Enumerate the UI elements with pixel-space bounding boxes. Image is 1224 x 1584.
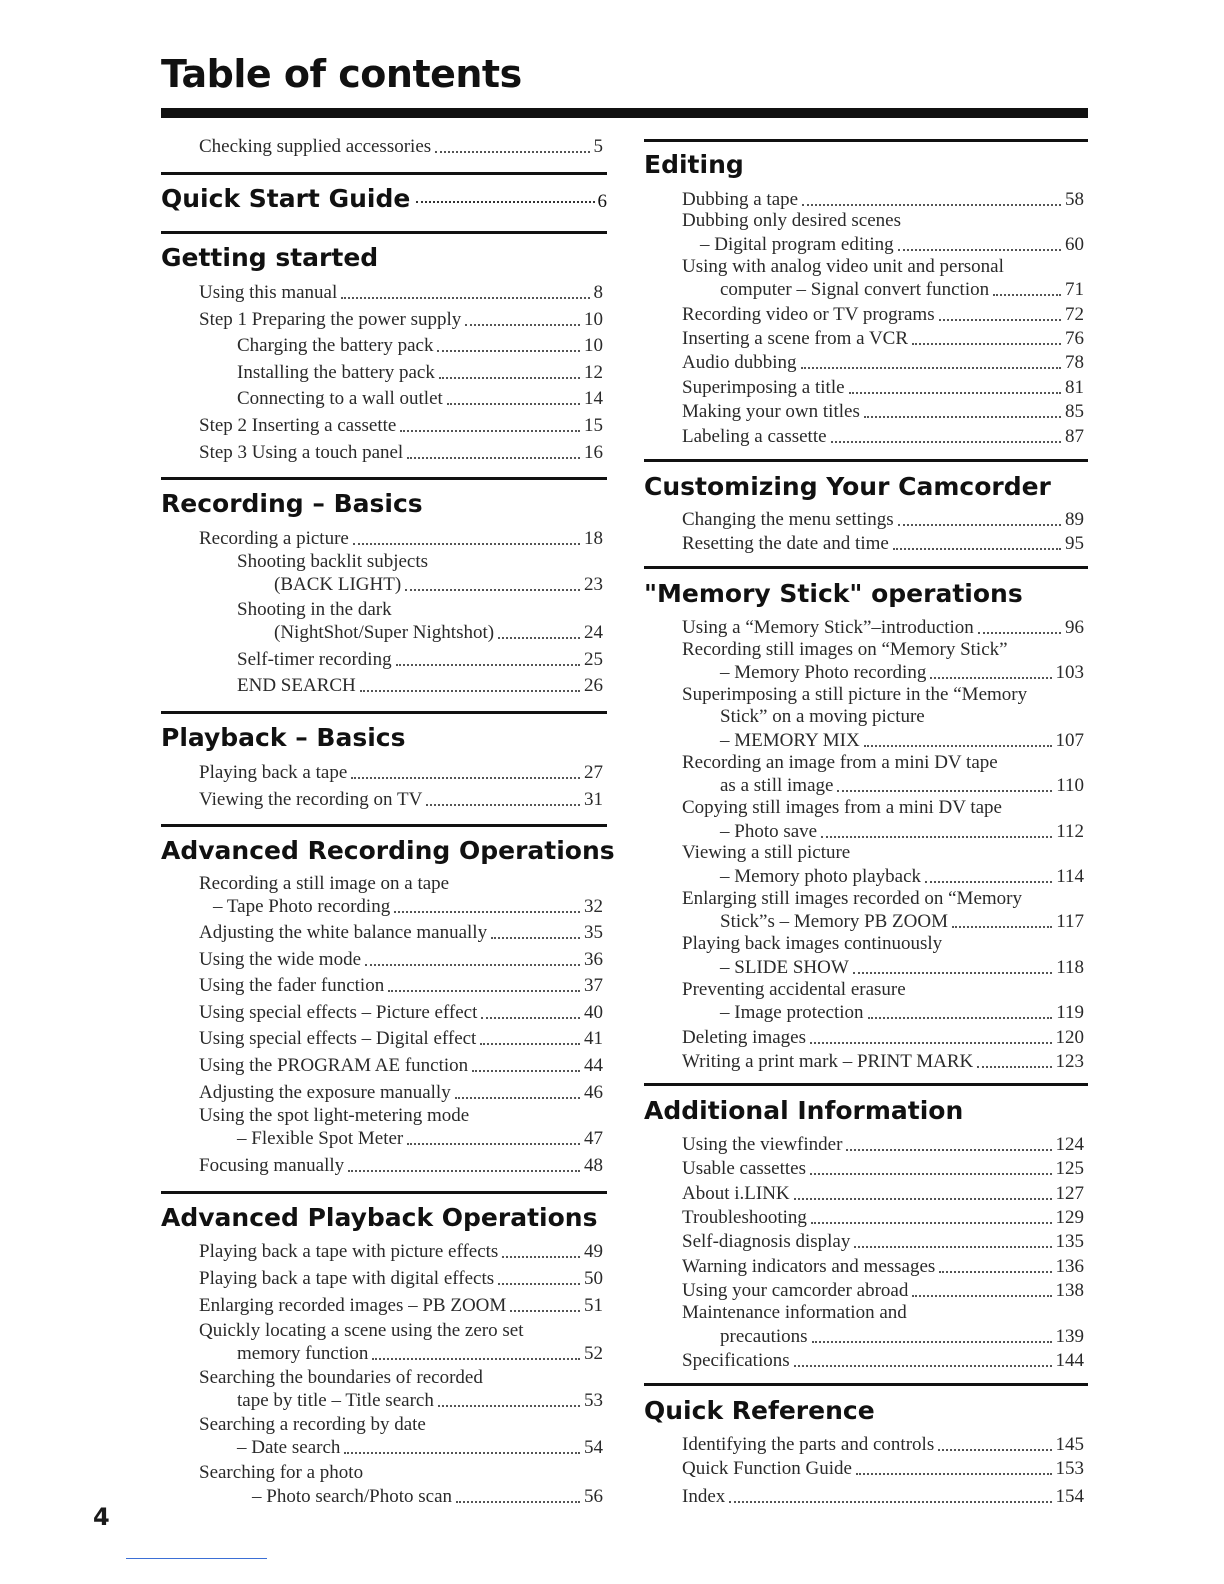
toc-entry[interactable]: Playing back a tape 27 xyxy=(199,762,603,783)
section-rule xyxy=(161,231,607,234)
toc-entry[interactable]: Recording video or TV programs 72 xyxy=(682,304,1084,325)
toc-entry[interactable]: – SLIDE SHOW 118 xyxy=(720,957,1084,978)
toc-entry[interactable]: – Digital program editing 60 xyxy=(700,234,1084,255)
toc-entry-line: Preventing accidental erasure xyxy=(682,979,906,1000)
toc-entry[interactable]: Specifications 144 xyxy=(682,1350,1084,1371)
toc-entry-line: Dubbing only desired scenes xyxy=(682,210,901,231)
toc-entry[interactable]: END SEARCH 26 xyxy=(237,675,603,696)
toc-entry[interactable]: Quick Function Guide 153 xyxy=(682,1458,1084,1479)
section-rule xyxy=(161,477,607,480)
toc-entry[interactable]: Superimposing a title 81 xyxy=(682,377,1084,398)
toc-entry[interactable]: as a still image 110 xyxy=(720,775,1084,796)
section-title-advanced-recording: Advanced Recording Operations xyxy=(161,836,615,865)
toc-entry[interactable]: Self-diagnosis display 135 xyxy=(682,1231,1084,1252)
toc-entry[interactable]: Making your own titles 85 xyxy=(682,401,1084,422)
toc-entry[interactable]: Using special effects – Digital effect 41 xyxy=(199,1028,603,1049)
section-title-editing: Editing xyxy=(644,150,744,179)
toc-entry-line: Viewing a still picture xyxy=(682,842,851,863)
toc-entry[interactable]: – Date search 54 xyxy=(237,1437,603,1458)
section-rule xyxy=(161,172,607,175)
toc-entry[interactable]: – Flexible Spot Meter 47 xyxy=(237,1128,603,1149)
toc-entry[interactable]: Self-timer recording 25 xyxy=(237,649,603,670)
toc-entry[interactable]: – Photo search/Photo scan 56 xyxy=(252,1486,603,1507)
toc-entry[interactable]: Labeling a cassette 87 xyxy=(682,426,1084,447)
toc-entry[interactable]: Troubleshooting 129 xyxy=(682,1207,1084,1228)
section-rule xyxy=(161,824,607,827)
toc-entry[interactable]: – Image protection 119 xyxy=(720,1002,1084,1023)
section-rule xyxy=(644,1383,1088,1386)
page-title: Table of contents xyxy=(161,52,522,96)
toc-entry-line: Stick” on a moving picture xyxy=(720,706,925,727)
section-title-customizing: Customizing Your Camcorder xyxy=(644,472,1051,501)
toc-entry[interactable]: Recording a picture 18 xyxy=(199,528,603,549)
toc-entry[interactable]: Enlarging recorded images – PB ZOOM 51 xyxy=(199,1295,603,1316)
toc-entry[interactable]: Adjusting the exposure manually 46 xyxy=(199,1082,603,1103)
toc-entry[interactable]: Installing the battery pack 12 xyxy=(237,362,603,383)
toc-entry[interactable]: Step 2 Inserting a cassette 15 xyxy=(199,415,603,436)
toc-entry-line: Copying still images from a mini DV tape xyxy=(682,797,1002,818)
toc-entry[interactable]: Index 154 xyxy=(682,1486,1084,1507)
toc-entry-line: Using the spot light-metering mode xyxy=(199,1105,470,1126)
toc-entry[interactable]: Writing a print mark – PRINT MARK 123 xyxy=(682,1051,1084,1072)
section-rule xyxy=(644,459,1088,462)
toc-entry[interactable]: Dubbing a tape 58 xyxy=(682,189,1084,210)
toc-entry-line: Enlarging still images recorded on “Memory xyxy=(682,888,1022,909)
section-rule xyxy=(644,139,1088,142)
toc-entry-line: Using with analog video unit and personal xyxy=(682,256,1004,277)
toc-entry-line: Maintenance information and xyxy=(682,1302,907,1323)
toc-entry[interactable]: Using this manual 8 xyxy=(199,282,603,303)
toc-entry[interactable]: Focusing manually 48 xyxy=(199,1155,603,1176)
toc-entry[interactable]: Inserting a scene from a VCR 76 xyxy=(682,328,1084,349)
toc-entry-line: Searching for a photo xyxy=(199,1462,364,1483)
toc-entry[interactable]: (BACK LIGHT) 23 xyxy=(274,574,603,595)
toc-entry[interactable]: – Tape Photo recording 32 xyxy=(213,896,603,917)
toc-entry-line: Shooting backlit subjects xyxy=(237,551,429,572)
entry-title: Checking supplied accessories xyxy=(199,136,432,157)
toc-entry[interactable]: – MEMORY MIX 107 xyxy=(720,730,1084,751)
toc-entry[interactable]: computer – Signal convert function 71 xyxy=(720,279,1084,300)
section-rule xyxy=(644,566,1088,569)
footer-rule xyxy=(126,1558,267,1559)
toc-entry[interactable]: Usable cassettes 125 xyxy=(682,1158,1084,1179)
toc-entry-line: Recording a still image on a tape xyxy=(199,873,450,894)
toc-entry[interactable]: Step 1 Preparing the power supply 10 xyxy=(199,309,603,330)
toc-entry[interactable]: – Memory Photo recording 103 xyxy=(720,662,1084,683)
toc-entry[interactable]: Charging the battery pack 10 xyxy=(237,335,603,356)
toc-entry[interactable]: Adjusting the white balance manually 35 xyxy=(199,922,603,943)
toc-entry[interactable]: Identifying the parts and controls 145 xyxy=(682,1434,1084,1455)
toc-entry[interactable]: Warning indicators and messages 136 xyxy=(682,1256,1084,1277)
toc-entry[interactable]: Deleting images 120 xyxy=(682,1027,1084,1048)
toc-entry[interactable]: Changing the menu settings 89 xyxy=(682,509,1084,530)
toc-entry[interactable]: Stick”s – Memory PB ZOOM 117 xyxy=(720,911,1084,932)
toc-entry[interactable]: Using the fader function 37 xyxy=(199,975,603,996)
toc-entry[interactable]: Audio dubbing 78 xyxy=(682,352,1084,373)
page-number: 4 xyxy=(93,1503,110,1531)
toc-entry[interactable]: Using a “Memory Stick”–introduction 96 xyxy=(682,617,1084,638)
toc-entry[interactable]: Viewing the recording on TV 31 xyxy=(199,789,603,810)
toc-entry[interactable]: memory function 52 xyxy=(237,1343,603,1364)
toc-entry-line: Searching a recording by date xyxy=(199,1414,426,1435)
toc-entry[interactable]: Using the PROGRAM AE function 44 xyxy=(199,1055,603,1076)
toc-entry[interactable]: – Photo save 112 xyxy=(720,821,1084,842)
toc-entry[interactable]: Using the wide mode 36 xyxy=(199,949,603,970)
section-rule xyxy=(644,1083,1088,1086)
toc-entry-line: Playing back images continuously xyxy=(682,933,943,954)
section-rule xyxy=(161,1191,607,1194)
toc-entry[interactable] xyxy=(199,134,603,158)
toc-entry[interactable]: (NightShot/Super Nightshot) 24 xyxy=(274,622,603,643)
toc-entry-line: Recording still images on “Memory Stick” xyxy=(682,639,1008,660)
section-title-recording-basics: Recording – Basics xyxy=(161,489,423,518)
toc-entry-line: Shooting in the dark xyxy=(237,599,392,620)
section-title-getting-started: Getting started xyxy=(161,243,379,272)
toc-entry[interactable]: About i.LINK 127 xyxy=(682,1183,1084,1204)
toc-entry[interactable]: precautions 139 xyxy=(720,1326,1084,1347)
section-title-quick-start[interactable]: Quick Start Guide 6 xyxy=(161,184,607,213)
toc-entry[interactable]: tape by title – Title search 53 xyxy=(237,1390,603,1411)
toc-entry-line: Quickly locating a scene using the zero set xyxy=(199,1320,524,1341)
toc-entry-line: Recording an image from a mini DV tape xyxy=(682,752,998,773)
toc-entry-line: Superimposing a still picture in the “Memory xyxy=(682,684,1028,705)
toc-entry[interactable]: Step 3 Using a touch panel 16 xyxy=(199,442,603,463)
toc-entry-line: Searching the boundaries of recorded xyxy=(199,1367,483,1388)
toc-entry[interactable]: Playing back a tape with picture effects 49 xyxy=(199,1241,603,1262)
toc-entry[interactable]: Using special effects – Picture effect 40 xyxy=(199,1002,603,1023)
section-title-quick-reference: Quick Reference xyxy=(644,1396,875,1425)
toc-entry[interactable]: Using the viewfinder 124 xyxy=(682,1134,1084,1155)
section-title-advanced-playback: Advanced Playback Operations xyxy=(161,1203,598,1232)
toc-entry[interactable]: – Memory photo playback 114 xyxy=(720,866,1084,887)
section-title-additional-info: Additional Information xyxy=(644,1096,964,1125)
toc-entry[interactable]: Playing back a tape with digital effects 50 xyxy=(199,1268,603,1289)
entry-page: 5 xyxy=(593,136,603,157)
section-title-playback-basics: Playback – Basics xyxy=(161,723,406,752)
toc-entry[interactable]: Using your camcorder abroad 138 xyxy=(682,1280,1084,1301)
title-rule xyxy=(161,108,1088,118)
section-title-memory-stick: "Memory Stick" operations xyxy=(644,579,1023,608)
section-rule xyxy=(161,711,607,714)
toc-entry[interactable]: Resetting the date and time 95 xyxy=(682,533,1084,554)
toc-entry[interactable]: Connecting to a wall outlet 14 xyxy=(237,388,603,409)
